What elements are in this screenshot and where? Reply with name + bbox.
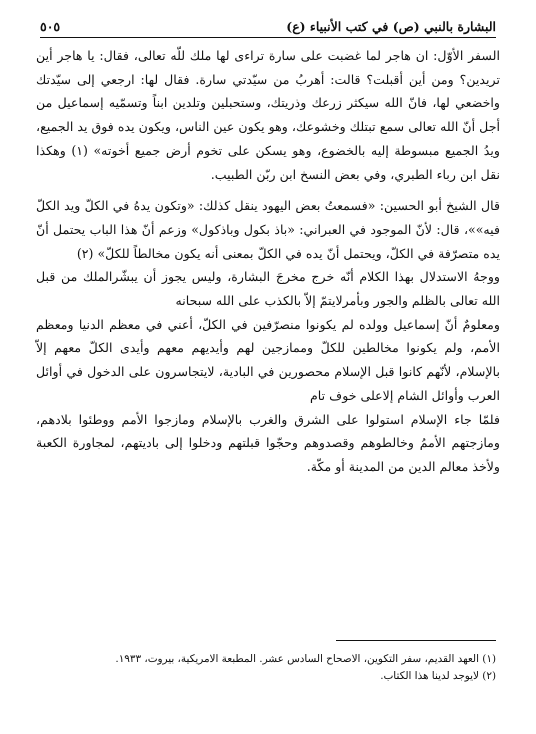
running-title: البشارة بالنبي (ص) في كتب الأنبياء (ع) xyxy=(286,19,496,34)
paragraph: قال الشيخ أبو الحسين: «فسمعتُ بعض اليهود ينقل كذلك: «وتكون يدهُ في الكلّ ويد الكلّ فيه»»، قال: لأنّ الموجود في العبراني: «باذ بكول وباذكول» وزعم أنّ هذا الباب يحتمل أنّ يده متصرّفة في الكلّ، ويحتمل أنّ يده في الكلّ بمعنى أنه يكون مخالطاً للكلّ» (٢) xyxy=(36,198,500,261)
header-divider xyxy=(40,37,496,38)
footnote: (٢) لايوجد لدينا هذا الكتاب. xyxy=(380,670,496,682)
footnote-divider xyxy=(336,640,496,641)
footnotes xyxy=(40,651,496,685)
paragraph: ووجهُ الاستدلال بهذا الكلام أنّه خرج مخرجَ البشارة، وليس يجوز أن يبشّرالملك من قبل الله تعالى بالظلم والجور وبأمرلايتمّ إلاّ بالكذب على الله سبحانه xyxy=(36,269,500,309)
paragraph: ومعلومٌ أنّ إسماعيل وولده لم يكونوا منصرّفين في الكلّ، أعني في معظم الدنيا ومعظم الأمم، ولم يكونوا مخالطين للكلّ وممازجين لهم وأيديهم معهم وأيدى الكلّ معهم إلاّ بالإسلام، لأنّهم كانوا قبل الإسلام محصورين في البادية، لايتجاسرون على الدخول في أوائل العرب وأوائل الشام إلاعلى خوف تام xyxy=(36,316,500,403)
running-header xyxy=(40,14,496,34)
main-text xyxy=(36,44,500,479)
paragraph: السفر الأوّل: ان هاجر لما غضبت على سارة تراءى لها ملك للّه تعالى، فقال: يا هاجر أين تريدين؟ ومن أين أقبلت؟ قالت: أهربُ من سيّدتي سارة. فقال لها: ارجعي إلى سيّدتك واخضعي لها، فانّ الله سيكثر زرعك وذريتك، وستحبلين وتلدين ابناً وتسمّيه إسماعيل من أجل أنّ الله تعالى سمع تبتلك وخشوعك، وهو يكون عين الناس، ويكون يده فوق يد الجميع، ويدُ الجميع مبسوطة إليه بالخضوع، وهو يسكن على تخوم أرض جميع أخوته» (١) وهكذا نقل ابن رباء الطبري، وفي بعض النسخ ابن ربّن الطبيب. xyxy=(36,48,500,182)
paragraph: فلمّا جاء الإسلام استولوا على الشرق والغرب بالإسلام ومازجوا الأمم ووطئوا بلادهم، ومازجتهم الأممُ وخالطوهم وقصدوهم وحجّوا قبلتهم ودخلوا إلى باديتهم، لمجاورة الكعبة ولأخذ معالم الدين من المدينة أو مكّة. xyxy=(36,411,500,474)
footnote: (١) العهد القديم، سفر التكوين، الاصحاح السادس عشر. المطبعة الامريكية، بيروت، ١٩٣٣. xyxy=(115,653,496,665)
page-number: ٥٠٥ xyxy=(40,19,61,34)
